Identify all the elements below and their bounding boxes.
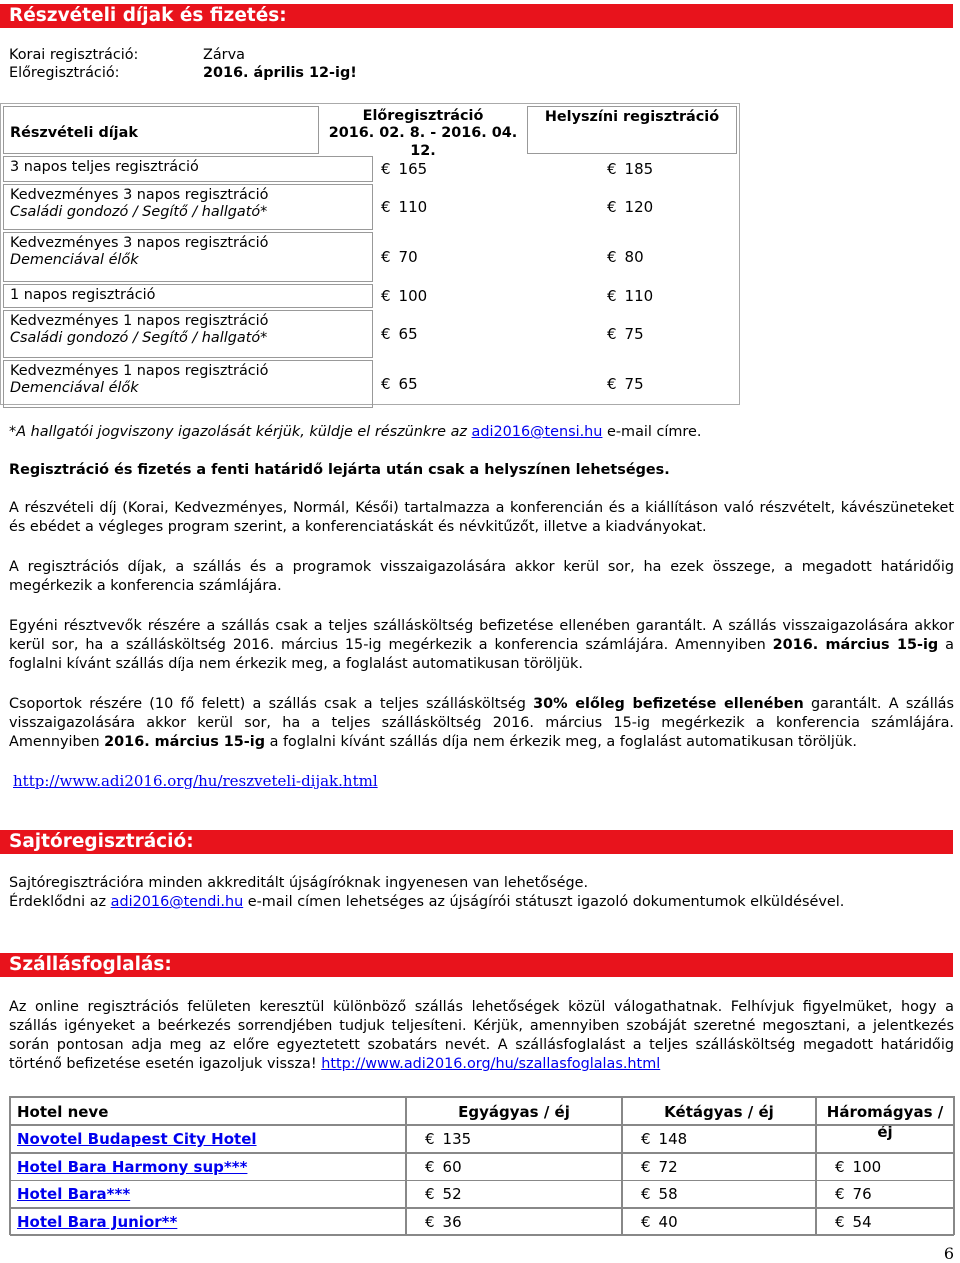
euro-icon: € [607,287,617,305]
section-title: Részvételi díjak és fizetés: [9,5,287,26]
euro-icon: € [835,1212,845,1231]
paragraph-individual-lodging [9,617,954,674]
hotel-row-name [10,1153,406,1181]
p3-part2: a foglalni kívánt szállás díja nem érkezik meg, a foglalást automatikusan töröljük. [9,637,954,672]
pre-registration-value: 2016. április 12-ig! [203,65,357,81]
paragraph-fee-includes: A részvételi díj (Korai, Kedvezményes, Normál, Késői) tartalmazza a konferencián és a kiállításon való részvételt, kávészüneteket és ebédet a végleges program szerint, a konferenciatáskát és névkitűzőt, illetve a kiadványokat. [9,500,954,535]
hotel-price-single [406,1208,622,1236]
section-header-lodging [0,953,953,977]
hotel-price-value: 135 [442,1130,472,1148]
press-line-1: Sajtóregisztrációra minden akkreditált újságíróknak ingyenesen van lehetősége. [9,875,589,891]
fee-row-onsite [601,156,737,182]
fee-row-name [3,310,373,358]
hotel-price-single [406,1180,622,1208]
fee-row-pre [375,284,601,308]
hotel-price-value: 148 [658,1130,688,1148]
fee-row-subtitle: Demenciával élők [10,252,139,269]
euro-icon: € [835,1185,845,1203]
hotel-price-single [406,1125,622,1153]
hotel-price-triple [816,1208,954,1236]
hotel-price-value: 58 [658,1185,678,1203]
euro-icon: € [641,1130,651,1148]
euro-icon: € [425,1185,435,1203]
hotel-table [9,1096,955,1235]
euro-icon: € [641,1185,651,1203]
euro-icon: € [607,198,617,216]
fee-row-pre [375,156,601,182]
fee-value: 110 [624,287,654,305]
press-email-link[interactable]: adi2016@tendi.hu [110,894,244,910]
hotel-price-double [622,1153,816,1181]
section-header-fees [0,4,953,28]
p4-part1: Csoportok részére (10 fő felett) a szállás csak a teljes szállásköltség [9,696,534,712]
hotel-price-double [622,1208,816,1236]
hotel-row-name [10,1180,406,1208]
early-registration-value: Zárva [203,47,245,63]
hotel-row-name [10,1208,406,1236]
fee-header-name: Részvételi díjak [3,106,319,154]
fee-row-pre [375,232,601,282]
student-note-text: *A hallgatói jogviszony igazolását kérjük, küldje el részünkre az [9,424,472,440]
hotel-price-triple [816,1180,954,1208]
p3-bold: 2016. március 15-ig [772,637,939,653]
euro-icon: € [425,1130,435,1148]
pre-registration-label: Előregisztráció: [9,65,120,81]
hotel-row-name [10,1125,406,1153]
hotel-price-triple [816,1153,954,1181]
press-line-2 [9,894,844,911]
fee-row-name [3,184,373,230]
euro-icon: € [607,248,617,266]
hotel-link[interactable]: Hotel Bara Harmony sup*** [17,1157,248,1176]
fee-row-subtitle: Családi gondozó / Segítő / hallgató* [10,204,268,221]
fee-header-pre [319,106,527,159]
euro-icon: € [381,325,391,343]
hotel-price-value: 52 [442,1185,462,1203]
euro-icon: € [607,325,617,343]
fee-row-title: Kedvezményes 3 napos regisztráció [10,235,269,251]
lodging-link[interactable]: http://www.adi2016.org/hu/szallasfoglalas.html [321,1056,661,1072]
fee-value: 75 [624,325,644,343]
hotel-header-cell: Hotel neve [10,1097,406,1125]
euro-icon: € [381,160,391,178]
deadline-notice: Regisztráció és fizetés a fenti határidő lejárta után csak a helyszínen lehetséges. [9,462,670,478]
student-note-suffix: e-mail címre. [602,424,702,440]
fee-row-onsite [601,284,737,308]
fee-row-onsite [601,184,737,230]
fee-row-subtitle: Demenciával élők [10,380,139,397]
p4-bold2: 2016. március 15-ig [104,734,266,750]
section-title: Sajtóregisztráció: [9,831,194,852]
fee-row-pre [375,360,601,408]
fee-header-onsite: Helyszíni regisztráció [527,106,737,154]
p4-part2: garantált. A szállás visszaigazolására akkor kerül sor, ha a teljes szállásköltség 2016. március 15-ig megérkezik a konferencia számlájára. Amennyiben [9,696,955,750]
hotel-price-single [406,1153,622,1181]
hotel-price-triple [816,1125,954,1153]
euro-icon: € [641,1212,651,1231]
hotel-price-value: 60 [442,1157,462,1176]
fee-value: 185 [624,160,654,178]
fee-row-pre [375,184,601,230]
section-title: Szállásfoglalás: [9,954,172,975]
euro-icon: € [381,198,391,216]
euro-icon: € [607,375,617,393]
fee-table [0,103,740,405]
hotel-price-double [622,1125,816,1153]
student-note-email-link[interactable]: adi2016@tensi.hu [471,424,603,440]
fee-header-pre-line2: 2016. 02. 8. - 2016. 04. 12. [328,125,518,159]
euro-icon: € [381,248,391,266]
paragraph-confirmation: A regisztrációs díjak, a szállás és a programok visszaigazolására akkor kerül sor, ha ezek összege, a megadott határidőig megérkezik a konferencia számlájára. [9,559,954,594]
student-note [9,424,701,441]
fee-row-name [3,360,373,408]
fee-value: 110 [398,198,428,216]
hotel-header-cell: Kétágyas / éj [622,1097,816,1125]
hotel-price-value: 100 [852,1157,882,1176]
fee-header-pre-line1: Előregisztráció [362,108,484,124]
fee-value: 80 [624,248,644,266]
hotel-price-value: 76 [852,1185,872,1203]
fee-row-subtitle: Családi gondozó / Segítő / hallgató* [10,330,268,347]
hotel-header-cell: Egyágyas / éj [406,1097,622,1125]
hotel-price-value: 40 [658,1212,678,1231]
hotel-price-value: 54 [852,1212,872,1231]
lodging-text: Az online regisztrációs felületen keresztül különböző szállás lehetőségek közül válogathatnak. Felhívjuk figyelmüket, hogy a szállás igényeket a beérkezés sorrendjében tudjuk teljesíteni. Kérjük, amennyiben szobáját szeretné megosztani, a jelentkezés során pontosan adja meg az előre egyeztetett szobatárs nevét. A szállásfoglalást a teljes szállásköltség megadott határidőig történő befizetése esetén igazoljuk vissza! [9,999,954,1072]
paragraph-group-lodging [9,695,954,752]
hotel-price-value: 36 [442,1212,462,1231]
fee-value: 65 [398,375,418,393]
hotel-link[interactable]: Hotel Bara Junior** [17,1212,178,1231]
p4-bold1: 30% előleg befizetése ellenében [533,696,804,712]
hotel-price-value: 72 [658,1157,678,1176]
euro-icon: € [425,1157,435,1176]
fee-value: 75 [624,375,644,393]
euro-icon: € [381,375,391,393]
fee-row-title: Kedvezményes 1 napos regisztráció [10,363,269,379]
press-line-2-suffix: e-mail címen lehetséges az újságírói státuszt igazoló dokumentumok elküldésével. [243,894,845,910]
p4-part3: a foglalni kívánt szállás díja nem érkezik meg, a foglalást automatikusan töröljük. [265,734,857,750]
section-header-press [0,830,953,854]
euro-icon: € [835,1157,845,1176]
hotel-link[interactable]: Novotel Budapest City Hotel [17,1130,257,1148]
euro-icon: € [607,160,617,178]
fee-value: 65 [398,325,418,343]
fee-row-name [3,284,373,308]
fee-row-name [3,156,373,182]
fee-row-onsite [601,310,737,358]
fee-value: 120 [624,198,654,216]
fee-row-title: Kedvezményes 1 napos regisztráció [10,313,269,329]
fees-page-link[interactable]: http://www.adi2016.org/hu/reszveteli-dijak.html [13,772,378,790]
fee-row-pre [375,310,601,358]
fee-row-name [3,232,373,282]
euro-icon: € [425,1212,435,1231]
p3-part1: Egyéni résztvevők részére a szállás csak a teljes szállásköltség befizetése ellenében garantált. A szállás visszaigazolására akkor kerül sor, ha a szállásköltség 2016. március 15-ig megérkezik a konferencia számlájára. Amennyiben [9,618,954,653]
paragraph-lodging [9,998,954,1074]
hotel-header-cell: Háromágyas / éj [816,1097,954,1125]
early-registration-label: Korai regisztráció: [9,47,139,63]
euro-icon: € [641,1157,651,1176]
fee-row-title: Kedvezményes 3 napos regisztráció [10,187,269,203]
press-line-2-prefix: Érdeklődni az [9,894,111,910]
fee-row-title: 1 napos regisztráció [10,287,156,303]
fee-value: 70 [398,248,418,266]
hotel-price-double [622,1180,816,1208]
fee-row-onsite [601,360,737,408]
fee-row-title: 3 napos teljes regisztráció [10,159,199,175]
fee-value: 100 [398,287,428,305]
euro-icon: € [381,287,391,305]
fee-row-onsite [601,232,737,282]
page-number: 6 [943,1244,954,1263]
hotel-link[interactable]: Hotel Bara*** [17,1185,131,1203]
fee-value: 165 [398,160,428,178]
